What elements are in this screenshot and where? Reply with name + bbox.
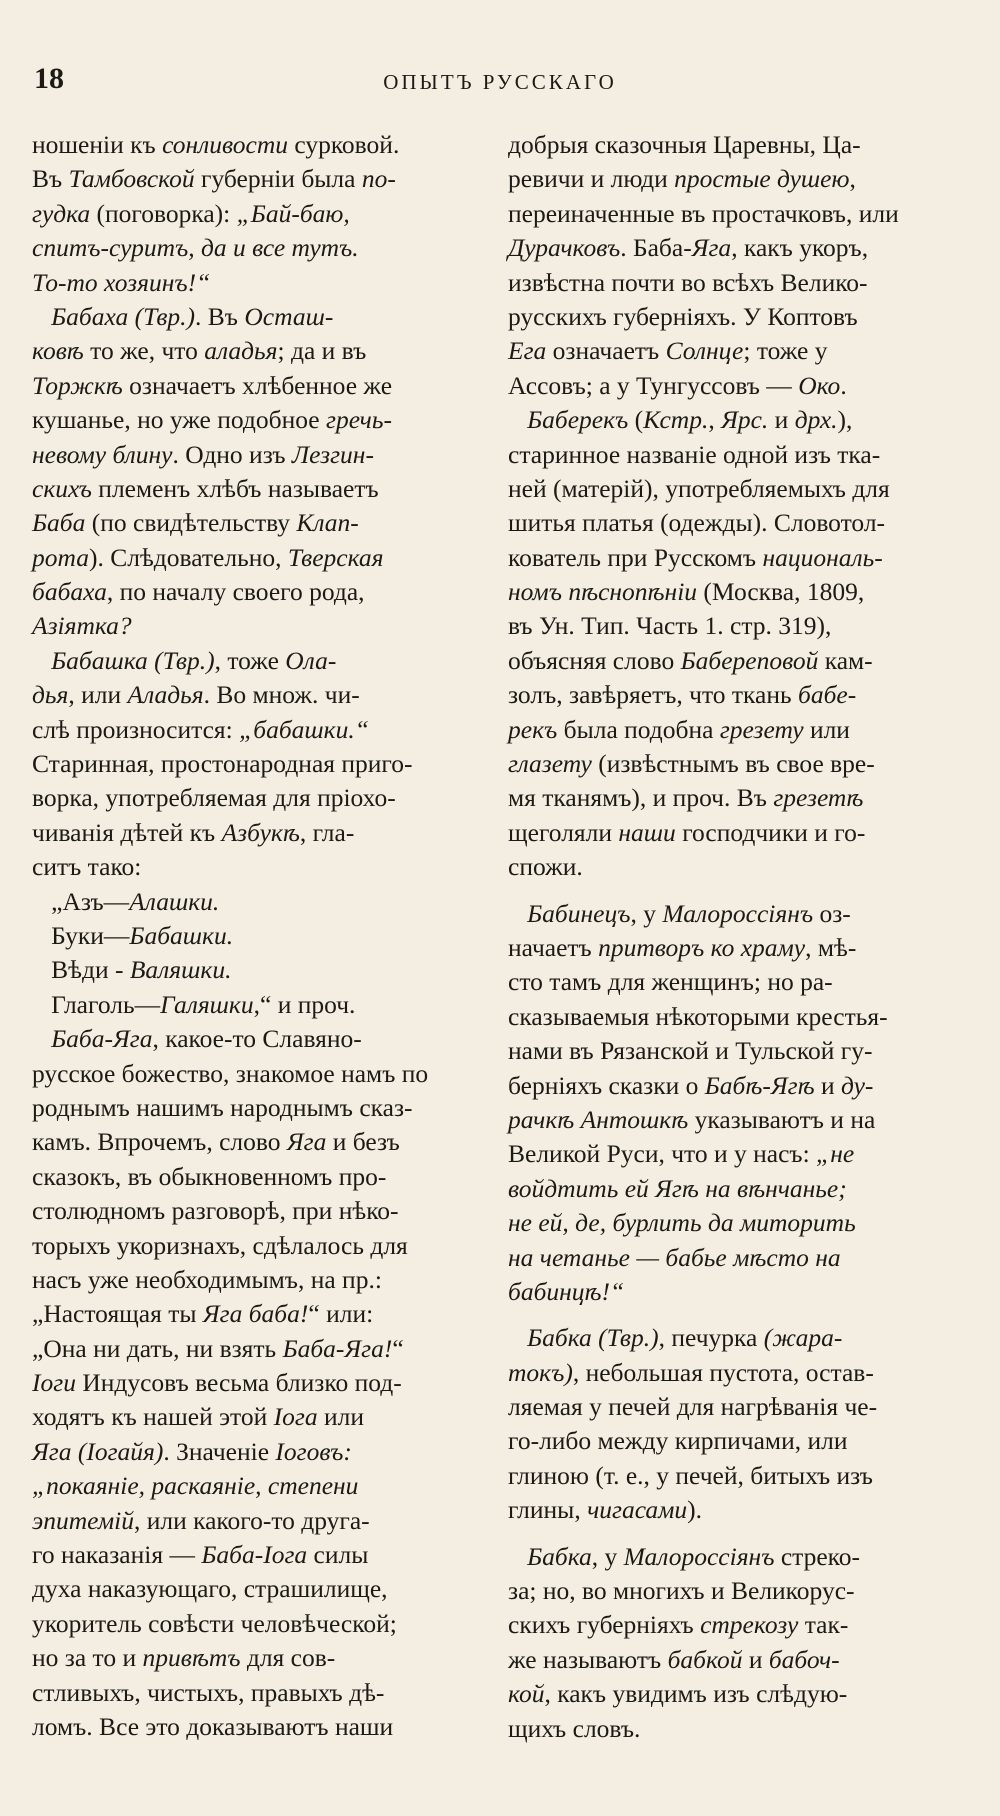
text-line: въ Ун. Тип. Часть 1. стр. 319), <box>508 611 832 641</box>
text-line: добрыя сказочныя Царевны, Ца- <box>508 130 861 159</box>
text-line: сказываемыя нѣкоторыми крестья- <box>508 1001 888 1031</box>
text-line: слѣ произносится: „бабашки.“ <box>32 714 369 744</box>
text-line: Бабаха (Твр.). Въ Осташ- <box>51 301 334 331</box>
text-line: Торжкѣ означаетъ хлѣбенное же <box>32 370 393 400</box>
text-line: торыхъ укоризнахъ, сдѣлалось для <box>32 1230 408 1260</box>
text-line: шитья платья (одежды). Словотол- <box>508 508 886 538</box>
paragraph-gap <box>508 885 963 897</box>
text-line: сказокъ, въ обыкновенномъ про- <box>32 1161 387 1191</box>
text-line: но за то и привѣтъ для сов- <box>32 1643 336 1673</box>
text-line: „Азъ—Алашки. <box>32 886 220 916</box>
text-line: скихъ губернiяхъ стрекозу так- <box>508 1610 849 1640</box>
text-line: токъ), небольшая пустота, остав- <box>508 1357 874 1387</box>
text-line: глазету (извѣстнымъ въ свое вре- <box>508 749 875 779</box>
text-line: номъ пѣснопѣнiи (Москва, 1809, <box>508 577 865 607</box>
text-line: ходятъ къ нашей этой Iога или <box>32 1402 364 1432</box>
text-line: Бабка (Твр.), печурка (жара- <box>527 1323 843 1353</box>
text-line: на четанье — бабье мѣсто на <box>508 1242 841 1272</box>
text-line: „Настоящая ты Яга баба!“ или: <box>32 1299 374 1329</box>
text-line: войдтить ей Ягѣ на вѣнчанье; <box>508 1173 847 1203</box>
text-line: кой, какъ увидимъ изъ слѣдую- <box>508 1679 848 1709</box>
text-line: глиною (т. е., у печей, битыхъ изъ <box>508 1460 873 1490</box>
text-line: сто тамъ для женщинъ; но ра- <box>508 967 833 997</box>
text-line: эпитемiй, или какого-то друга- <box>32 1505 370 1535</box>
text-line: роднымъ нашимъ народнымъ сказ- <box>32 1092 413 1122</box>
text-line: столюдномъ разговорѣ, при нѣко- <box>32 1196 399 1226</box>
text-line: кушанье, но уже подобное гречь- <box>32 405 392 435</box>
paragraph-gap <box>508 1309 963 1321</box>
right-column <box>508 128 963 1746</box>
text-line: Дурачковъ. Баба-Яга, какъ укоръ, <box>508 233 869 263</box>
text-line: бабинцѣ!“ <box>508 1276 625 1306</box>
text-line: ситъ тако: <box>32 852 142 882</box>
text-line: Вѣди - Валяшки. <box>32 955 232 985</box>
text-line: духа наказующаго, страшилище, <box>32 1574 388 1604</box>
text-line: объясняя слово Бабереповой кам- <box>508 645 873 675</box>
text-line: ворка, употребляемая для прiохо- <box>32 783 396 813</box>
text-line: „Она ни дать, ни взять Баба-Яга!“ <box>32 1333 404 1363</box>
text-line: нами въ Рязанской и Тульской гу- <box>508 1036 873 1066</box>
page-header <box>30 62 970 102</box>
text-line: Старинная, простонародная приго- <box>32 749 413 779</box>
text-line: То-то хозяинъ!“ <box>32 267 211 297</box>
text-line: извѣстна почти во всѣхъ Велико- <box>508 267 868 297</box>
text-line: ревичи и люди простые душею, <box>508 164 856 194</box>
text-line: спожи. <box>508 852 583 882</box>
text-line: чиванiя дѣтей къ Азбукѣ, гла- <box>32 817 355 847</box>
text-line: старинное названiе одной изъ тка- <box>508 439 881 469</box>
text-line: камъ. Впрочемъ, слово Яга и безъ <box>32 1127 400 1157</box>
text-line: Баба-Яга, какое-то Славяно- <box>51 1024 362 1054</box>
text-line: Бабинецъ, у Малороссiянъ оз- <box>527 898 851 928</box>
text-line: го-либо между кирпичами, или <box>508 1426 848 1456</box>
text-line: рекъ была подобна грезету или <box>508 714 850 744</box>
text-line: Азiятка? <box>32 611 132 641</box>
text-line: мя тканямъ), и проч. Въ грезетѣ <box>508 783 864 813</box>
text-line: Бабка, у Малороссiянъ стреко- <box>527 1541 861 1571</box>
text-line: русское божество, знакомое намъ по <box>32 1058 429 1088</box>
text-line: же называютъ бабкой и бабоч- <box>508 1644 840 1674</box>
text-line: бабаха, по началу своего рода, <box>32 577 365 607</box>
text-line: ней (матерiй), употребляемыхъ для <box>508 473 890 503</box>
text-line: укоритель совѣсти человѣческой; <box>32 1608 397 1638</box>
text-line: спитъ-суритъ, да и все тутъ. <box>32 233 359 263</box>
text-line: стливыхъ, чистыхъ, правыхъ дѣ- <box>32 1677 385 1707</box>
text-line: начаетъ притворъ ко храму, мѣ- <box>508 932 857 962</box>
text-line: за; но, во многихъ и Великорус- <box>508 1576 855 1606</box>
text-line: ляемая у печей для нагрѣванiя че- <box>508 1392 878 1422</box>
text-line: Ега означаетъ Солнце; тоже у <box>508 336 828 366</box>
text-line: Iоги Индусовъ весьма близко под- <box>32 1368 402 1398</box>
text-line: бернiяхъ сказки о Бабѣ-Ягѣ и ду- <box>508 1070 874 1100</box>
text-line: глины, чигасами). <box>508 1495 702 1525</box>
left-column <box>32 128 487 1744</box>
text-line: золъ, завѣряетъ, что ткань бабе- <box>508 680 857 710</box>
text-line: „покаянiе, раскаянiе, степени <box>32 1471 359 1501</box>
text-line: Баберекъ (Кстр., Ярс. и дрх.), <box>527 405 853 435</box>
text-line: гудка (поговорка): „Бай-баю, <box>32 198 350 228</box>
text-line: рачкѣ Антошкѣ указываютъ и на <box>508 1104 876 1134</box>
text-line: Бабашка (Твр.), тоже Ола- <box>51 645 337 675</box>
text-line: ломъ. Все это доказываютъ наши <box>32 1711 394 1741</box>
text-line: Глаголь—Галяшки,“ и проч. <box>32 989 356 1019</box>
running-title: ОПЫТЪ РУССКАГО <box>383 70 617 94</box>
text-line: Въ Тамбовской губернiи была по- <box>32 164 396 194</box>
text-line: русскихъ губернiяхъ. У Коптовъ <box>508 301 858 331</box>
text-line: Баба (по свидѣтельству Клап- <box>32 508 359 538</box>
text-line: го наказанiя — Баба-Iога силы <box>32 1540 369 1570</box>
text-line: ковѣ то же, что аладья; да и въ <box>32 336 367 366</box>
text-line: Яга (Iогайя). Значенiе Iоговъ: <box>32 1436 352 1466</box>
text-line: Великой Руси, что и у насъ: „не <box>508 1139 855 1169</box>
paragraph-gap <box>508 1528 963 1540</box>
text-line: Буки—Бабашки. <box>32 920 234 950</box>
text-line: рота). Слѣдовательно, Тверская <box>32 542 384 572</box>
page-number: 18 <box>34 62 64 95</box>
text-line: Ассовъ; а у Тунгуссовъ — Око. <box>508 370 847 400</box>
text-line: скихъ племенъ хлѣбъ называетъ <box>32 473 379 503</box>
text-line: невому блину. Одно изъ Лезгин- <box>32 439 374 469</box>
text-line: щеголяли наши господчики и го- <box>508 817 866 847</box>
text-line: насъ уже необходимымъ, на пр.: <box>32 1264 382 1294</box>
text-line: дья, или Аладья. Во множ. чи- <box>32 680 360 710</box>
text-line: переиначенные въ простачковъ, или <box>508 198 899 228</box>
text-line: ношенiи къ сонливости сурковой. <box>32 130 400 159</box>
text-line: не ей, де, бурлить да миторить <box>508 1208 856 1238</box>
text-line: щихъ словъ. <box>508 1713 641 1743</box>
text-line: кователь при Русскомъ националь- <box>508 542 883 572</box>
